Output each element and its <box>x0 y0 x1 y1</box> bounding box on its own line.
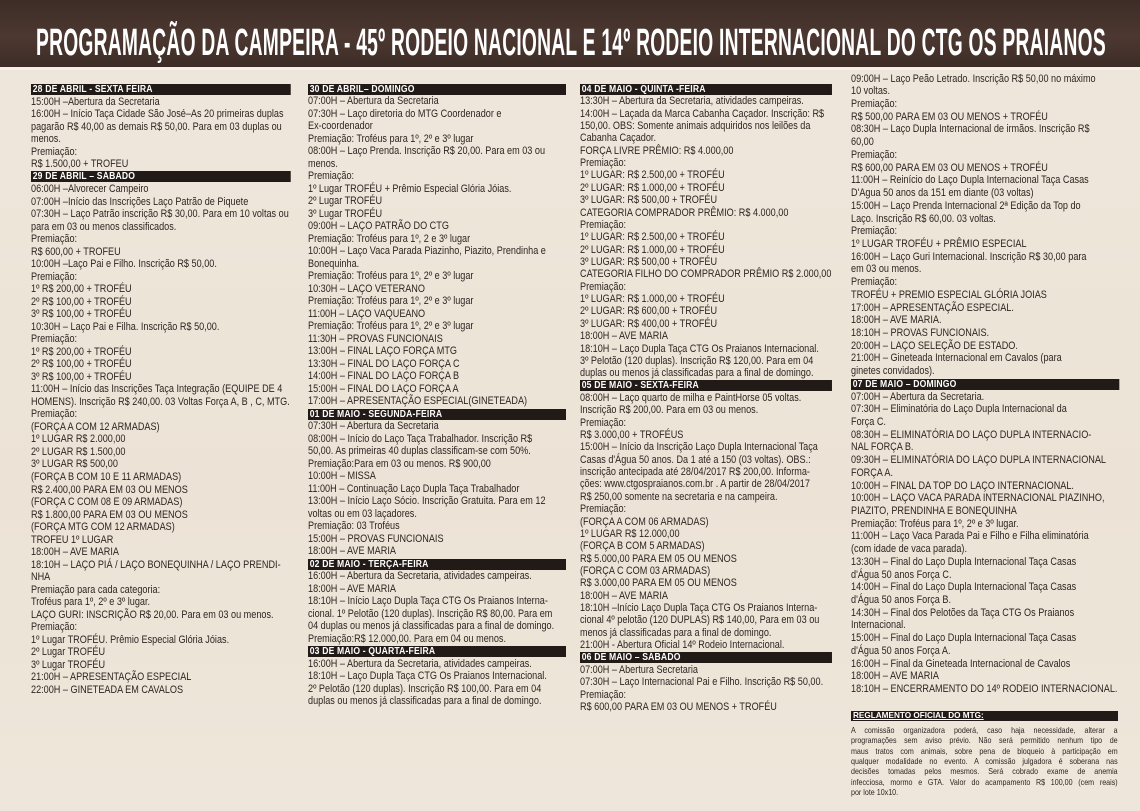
schedule-line: d'Água 50 anos Força C. <box>851 568 952 581</box>
schedule-line: Inscrição R$ 200,00. Para em 03 ou menos. <box>580 404 759 417</box>
schedule-line: 21:00H - Abertura Oficial 14º Rodeio Internacional. <box>580 639 785 652</box>
schedule-line: (com idade de vaca parada). <box>851 543 967 556</box>
schedule-line: 14:00H – FINAL DO LAÇO FORÇA B <box>308 370 460 383</box>
schedule-line: 07:00H –Início das Inscrições Laço Patrão de Piquete <box>31 195 249 208</box>
schedule-line: Premiação:Para em 03 ou menos. R$ 900,00 <box>308 457 491 470</box>
schedule-line: Premiação: <box>851 225 898 238</box>
schedule-line: 11:00H – Laço Vaca Parada Pai e Filho e Filha eliminatória <box>851 530 1089 543</box>
schedule-line: TROFEU 1º LUGAR <box>31 533 114 546</box>
schedule-line: R$ 1.500,00 + TROFEU <box>31 158 129 171</box>
schedule-column-4 <box>851 73 1140 696</box>
schedule-line: Premiação: Troféus para 1º, 2 e 3º lugar <box>308 232 471 245</box>
schedule-line: CATEGORIA FILHO DO COMPRADOR PRÊMIO R$ 2.000,00 <box>580 268 832 281</box>
schedule-line: Bonequinha. <box>308 257 360 270</box>
schedule-line: CATEGORIA COMPRADOR PRÊMIO: R$ 4.000,00 <box>580 206 789 219</box>
schedule-line: 50,00. As primeiras 40 duplas classificam-se com 50%. <box>308 445 531 458</box>
schedule-line: 08:30H – ELIMINATÓRIA DO LAÇO DUPLA INTERNACIO- <box>851 428 1092 441</box>
schedule-line: (FORÇA C COM 03 ARMADAS) <box>580 564 711 577</box>
schedule-line: 21:00H – Gineteada Internacional em Cavalos (para <box>851 352 1062 365</box>
schedule-line: 14:00H – Final do Laço Dupla Internacional Taça Casas <box>851 581 1077 594</box>
schedule-line: Premiação:R$ 12.000,00. Para em 04 ou menos. <box>308 632 507 645</box>
schedule-line: NAL FORÇA B. <box>851 441 914 454</box>
schedule-line: R$ 600,00 PARA EM 03 OU MENOS + TROFÉU <box>851 161 1048 174</box>
regulation-line: decisões tomadas pelos mesmos. Será cobrado exame de anemia <box>851 767 1118 777</box>
day-header: 04 DE MAIO - QUINTA -FEIRA <box>580 84 832 95</box>
schedule-line: 18:00H – AVE MARIA <box>308 545 396 558</box>
schedule-line: 2º R$ 100,00 + TROFÉU <box>31 295 132 308</box>
schedule-line: 18:00H – AVE MARIA <box>580 589 668 602</box>
schedule-line: 07:30H – Laço Internacional Pai e Filho. Inscrição R$ 50,00. <box>580 676 824 689</box>
schedule-line: (FORÇA MTG COM 12 ARMADAS) <box>31 521 175 534</box>
schedule-line: Premiação: <box>851 276 898 289</box>
schedule-line: 15:00H – Início da Inscrição Laço Dupla Internacional Taça <box>580 441 818 454</box>
day-header: 05 DE MAIO - SEXTA-FEIRA <box>580 380 832 391</box>
schedule-line: Premiação: <box>851 148 898 161</box>
schedule-line: (FORÇA B COM 5 ARMADAS) <box>580 540 705 553</box>
schedule-line: 17:00H – APRESENTAÇÃO ESPECIAL(GINETEADA) <box>308 395 528 408</box>
schedule-line: 21:00H – APRESENTAÇÃO ESPECIAL <box>31 671 192 684</box>
schedule-line: 1º Lugar TROFÉU. Prêmio Especial Glória Jóias. <box>31 633 230 646</box>
schedule-line: R$ 3.000,00 PARA EM 05 OU MENOS <box>580 577 737 590</box>
schedule-line: 09:30H – ELIMINATÓRIA DO LAÇO DUPLA INTERNACIONAL <box>851 454 1107 467</box>
schedule-line: Premiação: <box>31 408 78 421</box>
day-header: 03 DE MAIO - QUARTA-FEIRA <box>308 646 566 657</box>
schedule-line: 13:00H – Início Laço Sócio. Inscrição Gratuita. Para em 12 <box>308 495 546 508</box>
regulation-content <box>851 726 1118 798</box>
schedule-line: d'Água 50 anos Força B. <box>851 594 952 607</box>
schedule-line: LAÇO GURI: INSCRIÇÃO R$ 20,00. Para em 03 ou menos. <box>31 608 274 621</box>
schedule-line: Premiação: <box>308 170 355 183</box>
schedule-column-2 <box>308 83 608 708</box>
schedule-line: (FORÇA A COM 12 ARMADAS) <box>31 420 160 433</box>
day-header: 06 DE MAIO – SÁBADO <box>580 652 832 663</box>
schedule-line: menos. <box>31 133 61 146</box>
schedule-line: 22:00H – GINETEADA EM CAVALOS <box>31 683 184 696</box>
schedule-line: 3º LUGAR: R$ 500,00 + TROFÉU <box>580 194 718 207</box>
schedule-line: 16:00H – Laço Guri Internacional. Inscrição R$ 30,00 para <box>851 250 1087 263</box>
schedule-line: 18:10H – LAÇO PIÁ / LAÇO BONEQUINHA / LAÇO PRENDI- <box>31 558 281 571</box>
day-header: 07 DE MAIO – DOMINGO <box>851 379 1119 390</box>
schedule-line: 14:00H – Laçada da Marca Cabanha Caçador. Inscrição: R$ <box>580 107 825 120</box>
regulation-line: maus tratos com animais, sobre pena de bloqueio à participação em <box>851 746 1118 756</box>
schedule-line: 1º LUGAR TROFÉU + PRÊMIO ESPECIAL <box>851 237 1027 250</box>
schedule-line: R$ 600,00 PARA EM 03 OU MENOS + TROFÉU <box>580 700 777 713</box>
schedule-line: 14:30H – Final dos Pelotões da Taça CTG Os Praianos <box>851 606 1075 619</box>
day-header: 29 DE ABRIL – SÁBADO <box>31 171 291 182</box>
schedule-line: 09:00H – LAÇO PATRÃO DO CTG <box>308 220 449 233</box>
schedule-line: 13:00H – FINAL LAÇO FORÇA MTG <box>308 345 458 358</box>
schedule-line: cional. 1º Pelotão (120 duplas). Inscrição R$ 80,00. Para em <box>308 607 553 620</box>
schedule-line: 18:10H – Laço Dupla Taça CTG Os Praianos Internacional. <box>308 670 547 683</box>
schedule-line: 16:00H – Abertura da Secretaria, atividades campeiras. <box>308 657 532 670</box>
schedule-line: 3º R$ 100,00 + TROFÉU <box>31 370 132 383</box>
regulation-title: REGLAMENTO OFICIAL DO MTG: <box>851 711 1118 721</box>
schedule-line: PIAZITO, PRENDINHA E BONEQUINHA <box>851 505 1017 518</box>
schedule-line: 10:30H – Laço Pai e Filha. Inscrição R$ 50,00. <box>31 320 220 333</box>
schedule-line: NHA <box>31 571 51 584</box>
schedule-line: 10:00H – FINAL DA TOP DO LAÇO INTERNACIONAL. <box>851 479 1074 492</box>
schedule-line: 1º LUGAR: R$ 2.500,00 + TROFÉU <box>580 169 725 182</box>
schedule-line: 1º R$ 200,00 + TROFÉU <box>31 283 132 296</box>
schedule-line: R$ 5.000,00 PARA EM 05 OU MENOS <box>580 552 737 565</box>
schedule-line: 08:30H – Laço Dupla Internacional de irmãos. Inscrição R$ <box>851 123 1090 136</box>
schedule-line: 11:00H – Reinício do Laço Dupla Internacional Taça Casas <box>851 174 1089 187</box>
schedule-line: 3º LUGAR: R$ 400,00 + TROFÉU <box>580 317 718 330</box>
schedule-line: em 03 ou menos. <box>851 263 922 276</box>
schedule-line: 3º Pelotão (120 duplas). Inscrição R$ 120,00. Para em 04 <box>580 354 814 367</box>
schedule-line: 15:00H – FINAL DO LAÇO FORÇA A <box>308 382 459 395</box>
regulation-line: qualquer modalidade no evento. A comissão julgadora é soberana nas <box>851 757 1118 767</box>
schedule-line: 16:00H – Abertura da Secretaria, atividades campeiras. <box>308 570 532 583</box>
schedule-line: 13:30H – Final do Laço Dupla Internacional Taça Casas <box>851 555 1077 568</box>
schedule-line: 2º Lugar TROFÉU <box>31 646 106 659</box>
schedule-line: 2º Pelotão (120 duplas). Inscrição R$ 100,00. Para em 04 <box>308 682 542 695</box>
schedule-line: 18:00H – AVE MARIA. <box>851 314 942 327</box>
schedule-line: Cabanha Caçador. <box>580 132 656 145</box>
schedule-line: 08:00H – Laço Prenda. Inscrição R$ 20,00. Para em 03 ou <box>308 145 546 158</box>
schedule-line: Força C. <box>851 415 886 428</box>
schedule-line: pagarão R$ 40,00 as demais R$ 50,00. Para em 03 duplas ou <box>31 120 282 133</box>
schedule-line: 2º LUGAR: R$ 600,00 + TROFÉU <box>580 305 718 318</box>
schedule-line: R$ 500,00 PARA EM 03 OU MENOS + TROFÉU <box>851 110 1048 123</box>
schedule-line: 18:10H – ENCERRAMENTO DO 14º RODEIO INTERNACIONAL. <box>851 683 1118 696</box>
schedule-line: 07:00H – Abertura da Secretaria <box>308 95 439 108</box>
schedule-line: 13:30H – Abertura da Secretaria, atividades campeiras. <box>580 95 804 108</box>
day-header: 28 DE ABRIL - SEXTA FEIRA <box>31 84 291 95</box>
schedule-line: voltas ou em 03 laçadores. <box>308 507 417 520</box>
schedule-line: (FORÇA C COM 08 E 09 ARMADAS) <box>31 496 183 509</box>
schedule-line: 15:00H – PROVAS FUNCIONAIS <box>308 532 444 545</box>
schedule-line: Premiação: Troféus para 1º, 2º e 3º lugar <box>308 132 474 145</box>
schedule-line: FORÇA A. <box>851 466 894 479</box>
schedule-line: 3º LUGAR R$ 500,00 <box>31 458 118 471</box>
schedule-line: duplas ou menos já classificadas para a final de domingo. <box>308 695 542 708</box>
schedule-line: 1º R$ 200,00 + TROFÉU <box>31 345 132 358</box>
schedule-line: 08:00H – Laço quarto de milha e PaintHorse 05 voltas. <box>580 391 802 404</box>
schedule-line: 10:00H – Laço Vaca Parada Piazinho, Piazito, Prendinha e <box>308 245 546 258</box>
schedule-line: Troféus para 1º, 2º e 3º lugar. <box>31 596 151 609</box>
schedule-line: 18:10H –Início Laço Dupla Taça CTG Os Praianos Interna- <box>580 602 818 615</box>
schedule-line: para em 03 ou menos classificados. <box>31 220 177 233</box>
day-header: 30 DE ABRIL– DOMINGO <box>308 84 566 95</box>
schedule-line: Premiação: Troféus para 1º, 2º e 3º lugar <box>308 295 474 308</box>
schedule-line: 1º Lugar TROFÉU + Prêmio Especial Glória Jóias. <box>308 182 512 195</box>
schedule-line: Premiação: <box>31 621 78 634</box>
schedule-line: ções: www.ctgospraianos.com.br . A partir de 28/04/2017 <box>580 478 810 491</box>
schedule-line: 10:00H – MISSA <box>308 470 376 483</box>
column-content <box>31 84 291 696</box>
schedule-line: 17:00H – APRESENTAÇÃO ESPECIAL. <box>851 301 1014 314</box>
day-header: 01 DE MAIO - SEGUNDA-FEIRA <box>308 409 566 420</box>
schedule-line: R$ 250,00 somente na secretaria e na campeira. <box>580 490 778 503</box>
schedule-line: Premiação: <box>31 333 78 346</box>
schedule-line: 150,00. OBS: Somente animais adquiridos nos leilões da <box>580 120 811 133</box>
schedule-line: Premiação: <box>580 688 627 701</box>
schedule-line: 16:00H – Início Taça Cidade São José–As 20 primeiras duplas <box>31 108 284 121</box>
schedule-line: 07:00H – Abertura Secretaria <box>580 663 699 676</box>
schedule-line: 16:00H – Final da Gineteada Internacional de Cavalos <box>851 657 1071 670</box>
schedule-line: Internacional. <box>851 619 906 632</box>
schedule-line: Premiação: <box>580 280 627 293</box>
schedule-line: 18:00H – AVE MARIA <box>851 670 939 683</box>
schedule-line: 1º LUGAR: R$ 2.500,00 + TROFÉU <box>580 231 725 244</box>
schedule-line: ginetes convidados). <box>851 365 935 378</box>
schedule-line: Premiação: <box>580 218 627 231</box>
schedule-line: duplas ou menos já classificadas para a final de domingo. <box>580 367 814 380</box>
schedule-line: Premiação: Troféus para 1º, 2º e 3º lugar <box>308 320 474 333</box>
schedule-line: 18:00H – AVE MARIA <box>580 330 668 343</box>
schedule-line: 07:30H – Laço diretoria do MTG Coordenador e <box>308 107 502 120</box>
schedule-line: 3º R$ 100,00 + TROFÉU <box>31 308 132 321</box>
schedule-line: 09:00H – Laço Peão Letrado. Inscrição R$ 50,00 no máximo <box>851 72 1096 85</box>
regulation-text <box>851 726 1140 798</box>
schedule-column-1 <box>31 83 333 696</box>
schedule-line: Premiação para cada categoria: <box>31 583 161 596</box>
schedule-line: 3º Lugar TROFÉU <box>308 207 383 220</box>
schedule-line: 2º R$ 100,00 + TROFÉU <box>31 358 132 371</box>
schedule-line: Premiação: Troféus para 1º, 2º e 3º lugar <box>308 270 474 283</box>
schedule-line: Premiação: Troféus para 1º, 2º e 3º lugar. <box>851 517 1019 530</box>
schedule-line: Laço. Inscrição R$ 60,00. 03 voltas. <box>851 212 996 225</box>
schedule-line: 18:10H – Laço Dupla Taça CTG Os Praianos Internacional. <box>580 342 819 355</box>
schedule-line: menos já classificadas para a final de domingo. <box>580 626 772 639</box>
regulation-line: infecciosa, mormo e GTA. Valor do acampamento R$ 100,00 (cem reais) <box>851 777 1118 787</box>
schedule-line: 2º LUGAR: R$ 1.000,00 + TROFÉU <box>580 243 725 256</box>
schedule-line: 18:10H – Início Laço Dupla Taça CTG Os Praianos Interna- <box>308 595 548 608</box>
schedule-line: 2º LUGAR R$ 1.500,00 <box>31 445 126 458</box>
regulation-line: por lote 10x10. <box>851 788 899 798</box>
column-content <box>580 84 832 713</box>
schedule-line: 13:30H – FINAL DO LAÇO FORÇA C <box>308 357 460 370</box>
schedule-line: 07:30H – Eliminatória do Laço Dupla Internacional da <box>851 403 1067 416</box>
schedule-line: 18:00H – AVE MARIA <box>31 546 119 559</box>
regulation-line: programações sem aviso prévio. Não será permitido nenhum tipo de <box>851 736 1118 746</box>
schedule-line: 3º Lugar TROFÉU <box>31 658 106 671</box>
schedule-column-3 <box>580 83 873 713</box>
schedule-line: 10:00H – LAÇO VACA PARADA INTERNACIONAL PIAZINHO, <box>851 492 1105 505</box>
schedule-line: 20:00H – LAÇO SELEÇÃO DE ESTADO. <box>851 339 1018 352</box>
schedule-line: 10 voltas. <box>851 85 891 98</box>
schedule-line: 07:30H – Laço Patrão inscrição R$ 30,00. Para em 10 voltas ou <box>31 208 289 221</box>
schedule-line: Premiação: <box>31 145 78 158</box>
schedule-line: 3º LUGAR: R$ 500,00 + TROFÉU <box>580 256 718 268</box>
schedule-line: 11:00H – Início das Inscrições Taça Integração (EQUIPE DE 4 <box>31 383 283 396</box>
schedule-line: 2º LUGAR: R$ 1.000,00 + TROFÉU <box>580 181 725 194</box>
schedule-line: 15:00H – Laço Prenda Internacional 2ª Edição da Top do <box>851 199 1081 212</box>
schedule-line: Premiação: <box>31 270 78 283</box>
schedule-line: 15:00H –Abertura da Secretaria <box>31 95 160 108</box>
schedule-line: 1º LUGAR: R$ 1.000,00 + TROFÉU <box>580 293 725 306</box>
schedule-line: TROFÉU + PREMIO ESPECIAL GLÓRIA JOIAS <box>851 288 1047 301</box>
schedule-line: cional 4º pelotão (120 DUPLAS) R$ 140,00, Para em 03 ou <box>580 614 820 627</box>
schedule-line: FORÇA LIVRE PRÊMIO: R$ 4.000,00 <box>580 144 734 157</box>
schedule-line: 07:30H – Abertura da Secretaria <box>308 420 439 433</box>
schedule-line: 1º LUGAR R$ 12.000,00 <box>580 527 680 540</box>
schedule-line: Premiação: <box>851 98 898 111</box>
schedule-line: Premiação: 03 Troféus <box>308 520 400 533</box>
schedule-line: 11:00H – LAÇO VAQUEANO <box>308 307 426 320</box>
regulation-line: A comissão organizadora poderá, caso haja necessidade, alterar a <box>851 726 1118 735</box>
column-content <box>851 73 1119 696</box>
schedule-line: (FORÇA A COM 06 ARMADAS) <box>580 515 709 528</box>
column-content <box>308 84 566 708</box>
schedule-line: 11:30H – PROVAS FUNCIONAIS <box>308 332 443 345</box>
schedule-line: R$ 1.800,00 PARA EM 03 OU MENOS <box>31 508 188 521</box>
schedule-line: inscrição antecipada até 28/04/2017 R$ 200,00. Informa- <box>580 466 810 479</box>
schedule-line: (FORÇA B COM 10 E 11 ARMADAS) <box>31 470 182 483</box>
schedule-line: Premiação: <box>580 416 627 429</box>
schedule-line: Ex-coordenador <box>308 120 373 133</box>
schedule-line: Premiação: <box>580 157 627 170</box>
schedule-line: Premiação: <box>31 233 78 246</box>
schedule-line: d'Água 50 anos Força A. <box>851 644 951 657</box>
schedule-line: R$ 600,00 + TROFEU <box>31 245 121 258</box>
schedule-line: 06:00H –Alvorecer Campeiro <box>31 183 149 196</box>
schedule-line: 10:00H –Laço Pai e Filho. Inscrição R$ 50,00. <box>31 258 217 271</box>
banner-divider <box>0 67 1140 70</box>
schedule-line: 18:10H – PROVAS FUNCIONAIS. <box>851 326 990 339</box>
schedule-line: 07:00H – Abertura da Secretaria. <box>851 390 985 403</box>
schedule-line: 04 duplas ou menos já classificadas para a final de domingo. <box>308 620 555 633</box>
schedule-line: 08:00H – Início do Laço Taça Trabalhador. Inscrição R$ <box>308 432 533 445</box>
schedule-line: R$ 3.000,00 + TROFÉUS <box>580 429 684 441</box>
schedule-line: 15:00H – Final do Laço Dupla Internacional Taça Casas <box>851 632 1077 645</box>
schedule-line: Premiação: <box>580 503 627 516</box>
schedule-line: 10:30H – LAÇO VETERANO <box>308 282 425 295</box>
schedule-line: 2º Lugar TROFÉU <box>308 195 383 208</box>
schedule-line: Casas d'Água 50 anos. Da 1 até a 150 (03 voltas). OBS.: <box>580 453 811 466</box>
schedule-line: 11:00H – Continuação Laço Dupla Taça Trabalhador <box>308 482 520 495</box>
schedule-line: menos. <box>308 157 338 170</box>
schedule-line: D'Agua 50 anos da 151 em diante (03 voltas) <box>851 187 1034 200</box>
schedule-line: HOMENS). Inscrição R$ 240,00. 03 Voltas Força A, B , C, MTG. <box>31 395 290 408</box>
day-header: 02 DE MAIO - TERÇA-FEIRA <box>308 559 566 570</box>
schedule-line: 1º LUGAR R$ 2.000,00 <box>31 433 126 446</box>
schedule-line: R$ 2.400,00 PARA EM 03 OU MENOS <box>31 483 188 496</box>
page-title: PROGRAMAÇÃO DA CAMPEIRA - 45º RODEIO NACIONAL E 14º RODEIO INTERNACIONAL DO CTG OS PRAIANOS <box>36 22 1106 64</box>
schedule-line: 18:00H – AVE MARIA <box>308 582 396 595</box>
schedule-line: 60,00 <box>851 136 874 149</box>
